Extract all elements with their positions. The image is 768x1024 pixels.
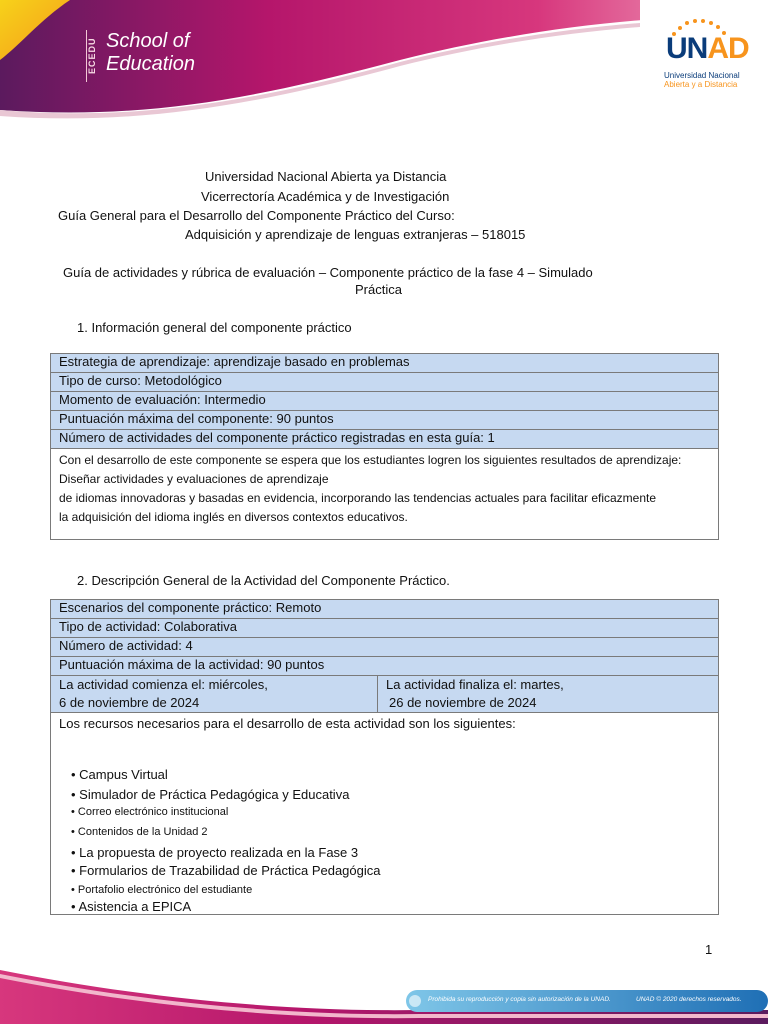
resource-item: • Campus Virtual (71, 767, 168, 782)
end-date-cell (378, 676, 719, 713)
title-line-2: Vicerrectoría Académica y de Investigación (201, 189, 450, 204)
section-1-heading: 1. Información general del componente práctico (77, 320, 352, 335)
title-line-3: Guía General para el Desarrollo del Componente Práctico del Curso: (58, 208, 455, 223)
resource-item: • Correo electrónico institucional (71, 806, 229, 818)
scenario-row: Escenarios del componente práctico: Remoto (51, 600, 719, 619)
footer-copy-notice: Prohibida su reproducción y copia sin autorización de la UNAD. (428, 996, 611, 1003)
school-of-education-logo (106, 30, 195, 76)
strategy-row: Estrategia de aprendizaje: aprendizaje basado en problemas (51, 354, 719, 373)
school-line-2: Education (106, 53, 195, 75)
resources-intro: Los recursos necesarios para el desarrollo de esta actividad son los siguientes: (59, 716, 516, 731)
course-type-row: Tipo de curso: Metodológico (51, 373, 719, 392)
start-date-value: 6 de noviembre de 2024 (59, 695, 200, 710)
unad-subtitle-1: Universidad Nacional (664, 71, 740, 80)
outcome-line: Con el desarrollo de este componente se espera que los estudiantes logren los siguientes resultados de aprendizaje: (59, 453, 682, 467)
unad-ad: AD (707, 32, 749, 65)
title-line-1: Universidad Nacional Abierta ya Distancia (205, 169, 447, 184)
max-score-row: Puntuación máxima del componente: 90 puntos (51, 411, 719, 430)
start-date-label: La actividad comienza el: miércoles, (59, 677, 268, 692)
evaluation-moment-row: Momento de evaluación: Intermedio (51, 392, 719, 411)
activity-number-row: Número de actividad: 4 (51, 638, 719, 657)
learning-outcomes-cell (51, 449, 719, 540)
resource-item: • Simulador de Práctica Pedagógica y Educativa (71, 787, 350, 802)
start-date-cell (51, 676, 378, 713)
resource-item: • Formularios de Trazabilidad de Práctica Pedagógica (71, 863, 381, 878)
activities-count-row: Número de actividades del componente práctico registradas en esta guía: 1 (51, 430, 719, 449)
unad-subtitle-2: Abierta y a Distancia (664, 80, 738, 89)
ecedu-label: ECEDU (86, 30, 101, 82)
general-info-table (50, 353, 719, 540)
title-line-4: Adquisición y aprendizaje de lenguas extranjeras – 518015 (185, 227, 526, 242)
resource-item: • Asistencia a EPICA (71, 899, 192, 914)
title-line-5: Guía de actividades y rúbrica de evaluación – Componente práctico de la fase 4 – Simulado (63, 265, 593, 280)
page-number: 1 (705, 942, 713, 957)
title-line-6: Práctica (355, 282, 402, 297)
section-2-heading: 2. Descripción General de la Actividad del Componente Práctico. (77, 573, 450, 588)
footer-rights-notice: UNAD © 2020 derechos reservados. (636, 996, 742, 1003)
school-line-1: School of (106, 30, 190, 52)
unad-wordmark (666, 32, 749, 66)
resource-item: • Portafolio electrónico del estudiante (71, 884, 253, 896)
activity-description-table (50, 599, 719, 915)
activity-score-row: Puntuación máxima de la actividad: 90 puntos (51, 657, 719, 676)
outcome-line: Diseñar actividades y evaluaciones de aprendizaje (59, 472, 329, 486)
outcome-line: la adquisición del idioma inglés en diversos contextos educativos. (59, 510, 408, 524)
resource-item: • La propuesta de proyecto realizada en la Fase 3 (71, 845, 359, 860)
unad-un: UN (666, 32, 708, 65)
resource-item: • Contenidos de la Unidad 2 (71, 826, 208, 838)
outcome-line: de idiomas innovadoras y basadas en evidencia, incorporando las tendencias actuales para facilitar eficazmente (59, 491, 657, 505)
end-date-value: 26 de noviembre de 2024 (389, 695, 537, 710)
end-date-label: La actividad finaliza el: martes, (386, 677, 564, 692)
activity-type-row: Tipo de actividad: Colaborativa (51, 619, 719, 638)
footer-banner (0, 960, 768, 1024)
resources-cell (51, 713, 719, 915)
